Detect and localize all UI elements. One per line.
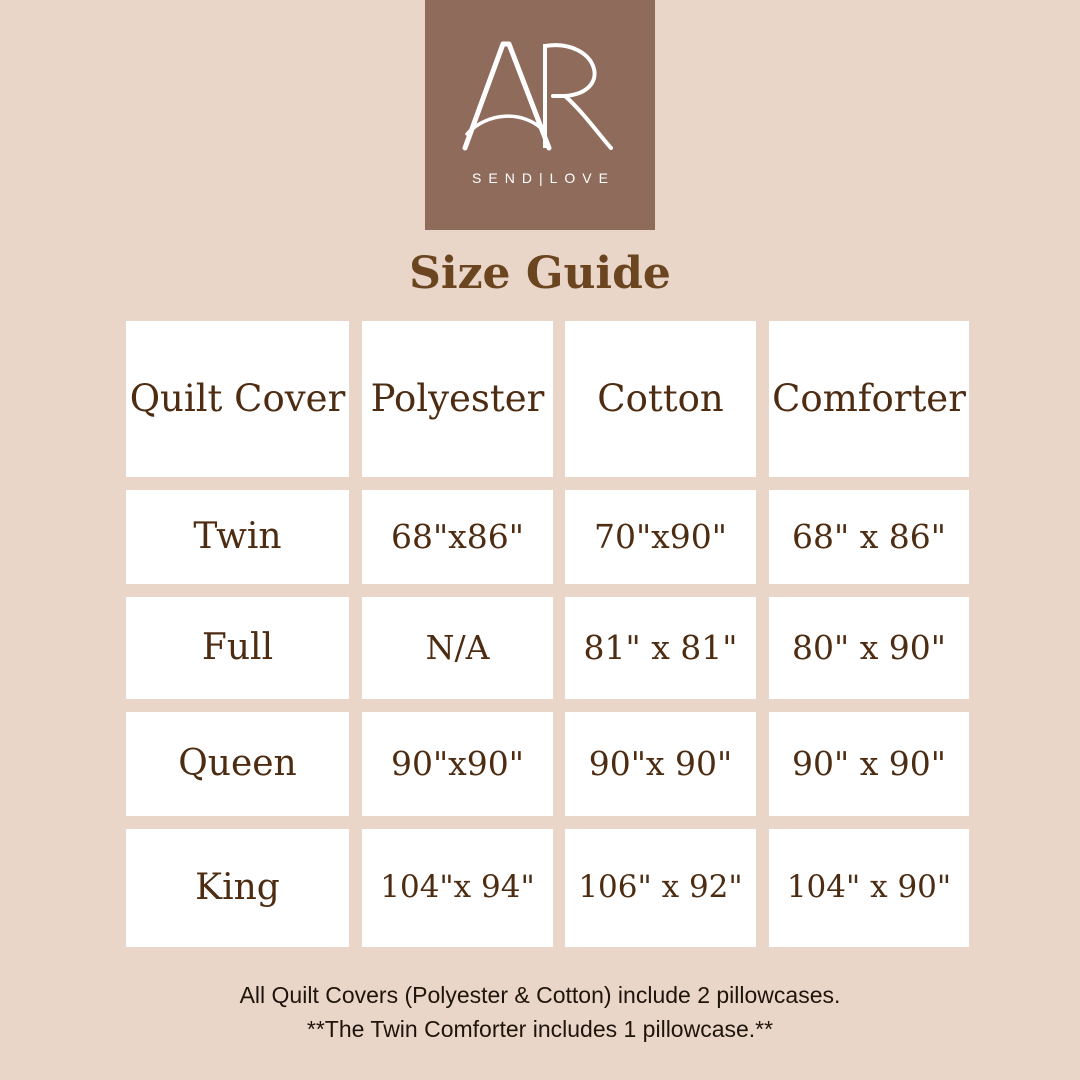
pillowcase-note: All Quilt Covers (Polyester & Cotton) include 2 pillowcases. [239,982,841,1008]
header-cotton: Cotton [565,321,756,477]
row-label-full: Full [126,597,349,699]
cell-queen-polyester: 90"x90" [362,712,553,816]
row-label-twin: Twin [126,490,349,584]
header-quilt-cover: Quilt Cover [126,321,349,477]
logo-tagline: SEND|LOVE [472,170,615,186]
twin-comforter-note: **The Twin Comforter includes 1 pillowcase.** [306,1016,774,1042]
row-label-king: King [126,829,349,947]
cell-full-cotton: 81" x 81" [565,597,756,699]
cell-twin-polyester: 68"x86" [362,490,553,584]
cell-full-polyester: N/A [362,597,553,699]
header-comforter: Comforter [769,321,969,477]
brand-logo [425,0,655,230]
cell-twin-comforter: 68" x 86" [769,490,969,584]
header-polyester: Polyester [362,321,553,477]
row-label-queen: Queen [126,712,349,816]
page-title: Size Guide [409,248,671,299]
cell-full-comforter: 80" x 90" [769,597,969,699]
cell-king-comforter: 104" x 90" [769,829,969,947]
cell-queen-cotton: 90"x 90" [565,712,756,816]
cell-queen-comforter: 90" x 90" [769,712,969,816]
cell-twin-cotton: 70"x90" [565,490,756,584]
cell-king-polyester: 104"x 94" [362,829,553,947]
cell-king-cotton: 106" x 92" [565,829,756,947]
ar-monogram-logo [425,30,655,160]
